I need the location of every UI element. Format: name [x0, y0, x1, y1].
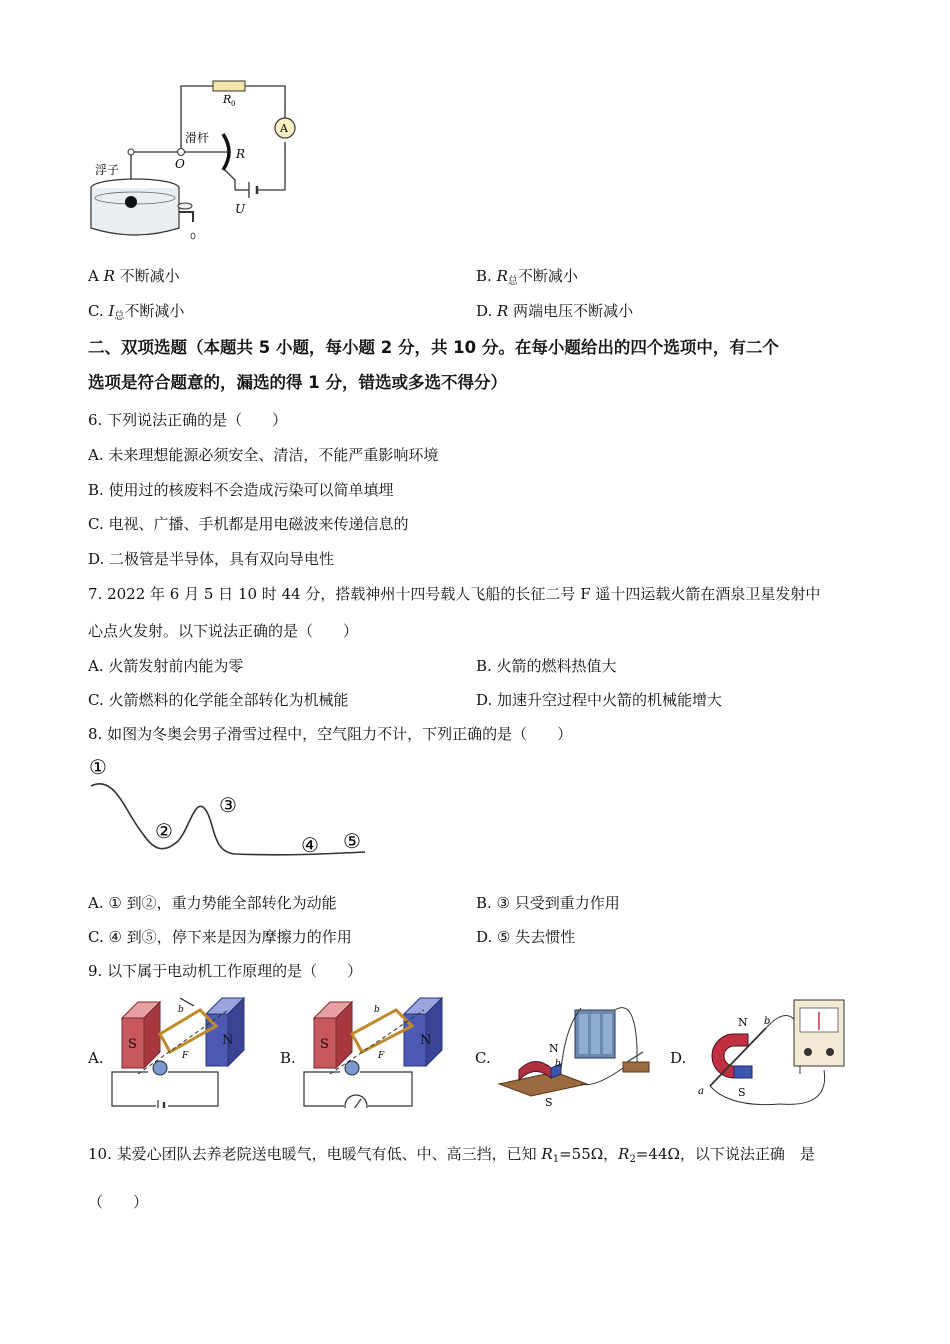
q6-option-c: C. 电视、广播、手机都是用电磁波来传递信息的 — [88, 515, 409, 533]
svg-text:浮子: 浮子 — [95, 163, 120, 177]
svg-text:滑杆: 滑杆 — [185, 131, 210, 145]
q6-option-b: B. 使用过的核废料不会造成污染可以简单填埋 — [88, 481, 394, 499]
svg-text:a: a — [698, 1086, 704, 1097]
r0-label: R — [223, 93, 232, 106]
point-5: ⑤ — [343, 829, 361, 853]
q5-option-d: D. R 两端电压不断减小 — [476, 302, 634, 320]
q8-option-b: B. ③ 只受到重力作用 — [476, 894, 620, 912]
q9-label-c: C. — [475, 1049, 491, 1067]
point-3: ③ — [219, 793, 237, 817]
point-4: ④ — [301, 833, 319, 857]
q5-option-a: A R 不断减小 — [88, 267, 180, 285]
svg-text:b: b — [764, 1016, 771, 1027]
svg-text:S: S — [320, 1037, 329, 1052]
svg-text:b: b — [555, 1059, 561, 1069]
svg-text:b: b — [178, 1005, 184, 1015]
q8-option-d: D. ⑤ 失去惯性 — [476, 928, 576, 946]
q9-stem: 9. 以下属于电动机工作原理的是（ ） — [88, 962, 363, 980]
section2-heading-line1: 二、双项选题（本题共 5 小题，每小题 2 分，共 10 分。在每小题给出的四个选项中，有二个 — [88, 338, 779, 357]
q7-option-b: B. 火箭的燃料热值大 — [476, 657, 617, 675]
svg-text:S: S — [128, 1037, 137, 1052]
svg-text:b: b — [374, 1005, 380, 1015]
q8-option-c: C. ④ 到⑤，停下来是因为摩擦力的作用 — [88, 928, 352, 946]
svg-text:O: O — [175, 157, 185, 171]
svg-text:F: F — [378, 1051, 385, 1061]
q9-figure-c-battery-circuit — [495, 988, 660, 1108]
q6-stem: 6. 下列说法正确的是（ ） — [88, 411, 288, 429]
q8-stem: 8. 如图为冬奥会男子滑雪过程中，空气阻力不计，下列正确的是（ ） — [88, 725, 573, 743]
q7-option-c: C. 火箭燃料的化学能全部转化为机械能 — [88, 691, 349, 709]
svg-text:S: S — [738, 1086, 746, 1099]
svg-text:0: 0 — [231, 100, 236, 108]
point-1: ① — [89, 755, 107, 779]
section2-heading-line2: 选项是符合题意的，漏选的得 1 分，错选或多选不得分） — [88, 373, 507, 392]
svg-text:U: U — [235, 202, 246, 216]
q10-stem-line1: 10. 某爱心团队去养老院送电暖气，电暖气有低、中、高三挡，已知 $R_1=55\Omega$，$R_2=44\Omega$，以下说法正确 是 — [88, 1145, 815, 1165]
svg-text:N: N — [420, 1033, 432, 1048]
q6-option-a: A. 未来理想能源必须安全、清洁，不能严重影响环境 — [88, 446, 439, 464]
svg-text:N: N — [738, 1016, 748, 1029]
q9-label-d: D. — [670, 1049, 687, 1067]
q6-option-d: D. 二极管是半导体，具有双向导电性 — [88, 550, 335, 568]
q9-label-b: B. — [280, 1049, 296, 1067]
svg-text:A: A — [280, 122, 288, 135]
r0-resistor — [213, 81, 245, 91]
q5-circuit-figure — [85, 70, 305, 250]
svg-text:N: N — [549, 1042, 559, 1055]
q5-option-c: C. $I_总$不断减小 — [88, 302, 185, 322]
q5-option-b: B. $R_总$不断减小 — [476, 267, 578, 287]
q9-label-a: A. — [88, 1049, 104, 1067]
svg-text:R: R — [236, 147, 246, 161]
svg-text:F: F — [182, 1051, 189, 1061]
q7-option-a: A. 火箭发射前内能为零 — [88, 657, 244, 675]
q8-ski-track-figure — [85, 752, 375, 862]
q7-option-d: D. 加速升空过程中火箭的机械能增大 — [476, 691, 723, 709]
q9-figure-d-magnet-meter — [690, 990, 855, 1110]
q8-option-a: A. ① 到②，重力势能全部转化为动能 — [88, 894, 337, 912]
q9-figure-b-generator — [300, 990, 470, 1108]
float-ball — [125, 196, 137, 208]
point-2: ② — [155, 819, 173, 843]
svg-text:S: S — [545, 1096, 553, 1108]
svg-text:N: N — [222, 1033, 234, 1048]
q7-stem-line1: 7. 2022 年 6 月 5 日 10 时 44 分，搭载神州十四号载人飞船的长征二号 F 遥十四运载火箭在酒泉卫星发射中 — [88, 585, 821, 603]
q7-stem-line2: 心点火发射。以下说法正确的是（ ） — [88, 622, 359, 640]
q9-figure-a-motor — [108, 990, 268, 1108]
q10-stem-line2: （ ） — [88, 1193, 149, 1211]
